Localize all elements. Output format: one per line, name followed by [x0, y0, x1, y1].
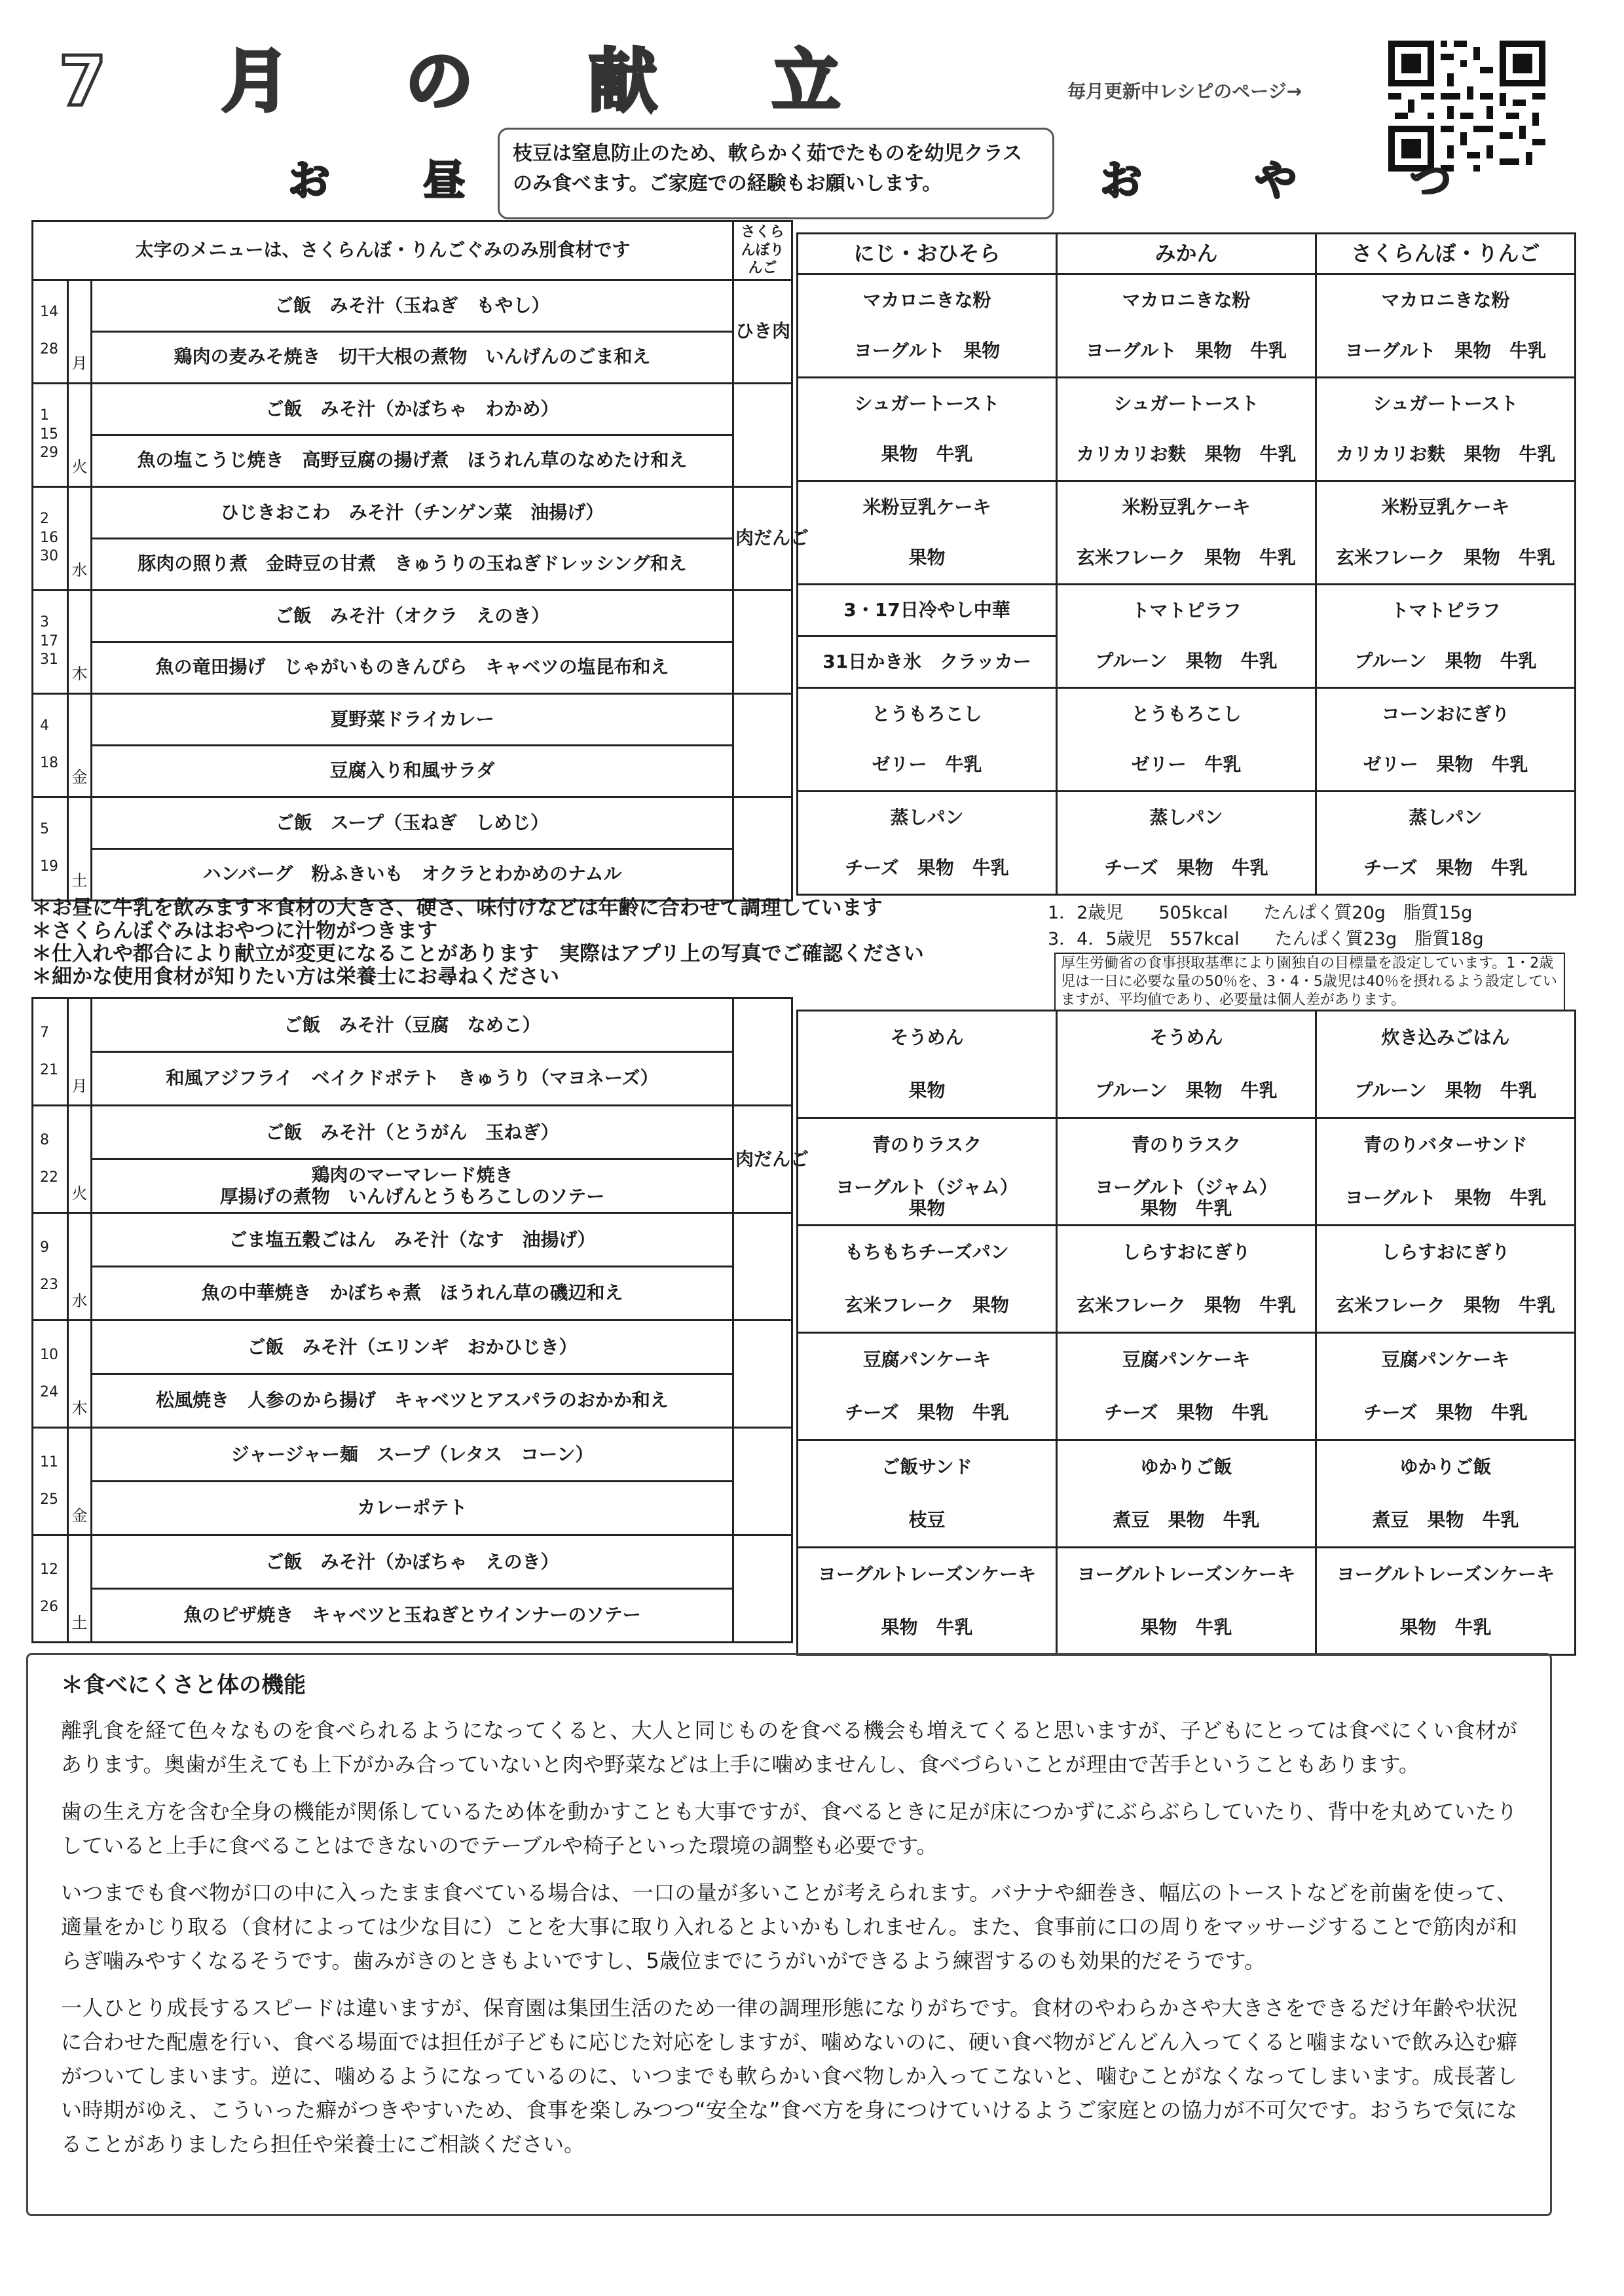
- lunch-side-dishes: 魚の塩こうじ焼き 高野豆腐の揚げ煮 ほうれん草のなめたけ和え: [92, 435, 733, 486]
- snack-side: ゼリー 果物 牛乳: [1316, 740, 1576, 792]
- snack-item: ヨーグルトレーズンケーキ: [798, 1548, 1057, 1601]
- day-numbers: 7 21: [33, 998, 68, 1106]
- snack-side: 果物 牛乳: [1316, 1601, 1576, 1655]
- lunch-row: [33, 998, 792, 1052]
- lunch-main-dish: ジャージャー麺 スープ（レタス コーン）: [92, 1428, 733, 1482]
- note-line: ＊お昼に牛乳を飲みます＊食材の大きさ、硬さ、味付けなどは年齢に合わせて調理しています: [31, 896, 883, 920]
- snack-side: プルーン 果物 牛乳: [1057, 636, 1316, 688]
- essay-box: [26, 1653, 1552, 2216]
- note-line: ＊仕入れや都合により献立が変更になることがあります 実際はアプリ上の写真でご確認ください: [31, 942, 924, 966]
- essay-paragraph: 歯の生え方を含む全身の機能が関係しているため体を動かすことも大事ですが、食べるときに足が床につかずにぶらぶらしていたり、背中を丸めていたりしていると上手に食べることはできないのでテーブルや椅子といった環境の調整も必要です。: [61, 1799, 1517, 1858]
- snack-item: 蒸しパン: [798, 792, 1057, 843]
- snack-item: トマトピラフ: [1316, 585, 1576, 636]
- weekday: 木: [68, 1321, 92, 1428]
- snack-item: 蒸しパン: [1316, 792, 1576, 843]
- snack-item: とうもろこし: [1057, 688, 1316, 740]
- lunch-row: [33, 642, 792, 693]
- snack-row: [798, 481, 1576, 533]
- snack-row: [798, 1387, 1576, 1440]
- special-ingredient: ひき肉: [733, 280, 792, 383]
- snack-side: ゼリー 牛乳: [1057, 740, 1316, 792]
- snack-item: ヨーグルトレーズンケーキ: [1057, 1548, 1316, 1601]
- weekday: 水: [68, 486, 92, 590]
- weekday: 土: [68, 1535, 92, 1643]
- snack-item: ゆかりご飯: [1057, 1440, 1316, 1494]
- snack-row: [798, 378, 1576, 429]
- lunch-row: [33, 1213, 792, 1267]
- lunch-side-dishes: ハンバーグ 粉ふきいも オクラとわかめのナムル: [92, 848, 733, 900]
- snack-row: [798, 1118, 1576, 1172]
- snack-side: ヨーグルト 果物 牛乳: [1316, 1172, 1576, 1226]
- day-numbers: 14 28: [33, 280, 68, 383]
- special-ingredient: [733, 1213, 792, 1321]
- lunch-row: [33, 1535, 792, 1589]
- snack-row: [798, 792, 1576, 843]
- special-ingredient: [733, 998, 792, 1106]
- weekday: 火: [68, 1106, 92, 1213]
- lunch-row: [33, 331, 792, 383]
- weekday: 水: [68, 1213, 92, 1321]
- day-numbers: 9 23: [33, 1213, 68, 1321]
- weekday: 金: [68, 1428, 92, 1535]
- snack-item: しらすおにぎり: [1057, 1226, 1316, 1279]
- snack-item: もちもちチーズパン: [798, 1226, 1057, 1279]
- weekday: 土: [68, 797, 92, 900]
- day-numbers: 3 17 31: [33, 590, 68, 693]
- day-numbers: 1 15 29: [33, 383, 68, 486]
- lunch-row: [33, 1374, 792, 1428]
- weekday: 火: [68, 383, 92, 486]
- day-numbers: 8 22: [33, 1106, 68, 1213]
- snack-row: [798, 1494, 1576, 1548]
- snack-side: チーズ 果物 牛乳: [798, 843, 1057, 895]
- special-ingredient: [733, 1321, 792, 1428]
- lunch-main-dish: ご飯 みそ汁（とうがん 玉ねぎ）: [92, 1106, 733, 1159]
- snack-item: シュガートースト: [798, 378, 1057, 429]
- lunch-main-dish: ご飯 みそ汁（かぼちゃ えのき）: [92, 1535, 733, 1589]
- snack-item: 豆腐パンケーキ: [1057, 1333, 1316, 1387]
- snack-row: [798, 1226, 1576, 1279]
- snack-item: マカロニきな粉: [1316, 274, 1576, 326]
- snack-row: [798, 1172, 1576, 1226]
- snack-side: プルーン 果物 牛乳: [1057, 1065, 1316, 1118]
- snack-item: 米粉豆乳ケーキ: [798, 481, 1057, 533]
- lunch-side-dishes: 鶏肉の麦みそ焼き 切干大根の煮物 いんげんのごま和え: [92, 331, 733, 383]
- special-ingredient: [733, 1428, 792, 1535]
- lunch-side-dishes: 魚の竜田揚げ じゃがいものきんぴら キャベツの塩昆布和え: [92, 642, 733, 693]
- nutrition-row-older: 3．4．5歳児 557kcal たんぱく質23g 脂質18g: [1048, 929, 1484, 949]
- lunch-side-dishes: 鶏肉のマーマレード焼き 厚揚げの煮物 いんげんとうもろこしのソテー: [92, 1159, 733, 1213]
- snack-item: しらすおにぎり: [1316, 1226, 1576, 1279]
- lunch-row: [33, 1482, 792, 1535]
- snack-side: 玄米フレーク 果物: [798, 1279, 1057, 1333]
- snack-item: シュガートースト: [1316, 378, 1576, 429]
- snack-row: [798, 740, 1576, 792]
- special-ingredient: 肉だんご: [733, 486, 792, 590]
- lunch-side-dishes: カレーポテト: [92, 1482, 733, 1535]
- snack-row: [798, 1601, 1576, 1655]
- snack-side: チーズ 果物 牛乳: [1057, 1387, 1316, 1440]
- lunch-row: [33, 383, 792, 435]
- nutrition-targets: [1048, 900, 1484, 953]
- snack-row: [798, 1011, 1576, 1065]
- weekday: 木: [68, 590, 92, 693]
- nutrition-standard-note: 厚生労働省の食事摂取基準により園独自の目標量を設定しています。1・2歳児は一日に必要な量の50％を、3・4・5歳児は40％を摂れるよう設定していますが、平均値であり、必要量は個人差があります。: [1054, 953, 1565, 1011]
- lunch-row: [33, 1589, 792, 1643]
- lunch-row: [33, 435, 792, 486]
- snack-side: チーズ 果物 牛乳: [798, 1387, 1057, 1440]
- snack-row: [798, 1440, 1576, 1494]
- snack-row: [798, 636, 1576, 688]
- weekday: 月: [68, 998, 92, 1106]
- day-numbers: 12 26: [33, 1535, 68, 1643]
- snack-item: 青のりラスク: [1057, 1118, 1316, 1172]
- lunch-main-dish: ご飯 スープ（玉ねぎ しめじ）: [92, 797, 733, 848]
- lunch-main-dish: ご飯 みそ汁（オクラ えのき）: [92, 590, 733, 642]
- snack-side: 煮豆 果物 牛乳: [1057, 1494, 1316, 1548]
- lunch-row: [33, 1052, 792, 1106]
- special-ingredient: [733, 590, 792, 693]
- lunch-main-dish: ごま塩五穀ごはん みそ汁（なす 油揚げ）: [92, 1213, 733, 1267]
- special-ingredient: [733, 383, 792, 486]
- lunch-main-dish: 夏野菜ドライカレー: [92, 693, 733, 745]
- snack-side: ヨーグルト 果物: [798, 326, 1057, 378]
- lunch-row: [33, 486, 792, 538]
- lunch-main-dish: ご飯 みそ汁（豆腐 なめこ）: [92, 998, 733, 1052]
- lunch-main-dish: ひじきおこわ みそ汁（チンゲン菜 油揚げ）: [92, 486, 733, 538]
- essay-paragraph: 離乳食を経て色々なものを食べられるようになってくると、大人と同じものを食べる機会も増えてくると思いますが、子どもにとっては食べにくい食材があります。奥歯が生えても上下がかみ合っていないと肉や野菜などは上手に噛めませんし、食べづらいことが理由で苦手ということもあります。: [61, 1718, 1517, 1777]
- snack-item: シュガートースト: [1057, 378, 1316, 429]
- snack-item: そうめん: [798, 1011, 1057, 1065]
- snack-row: [798, 1279, 1576, 1333]
- class-column-header: さくらんぼりんご: [733, 221, 792, 280]
- lunch-row: [33, 1106, 792, 1159]
- snack-table-1: [796, 232, 1576, 896]
- snack-row: [798, 688, 1576, 740]
- snack-col-mikan: みかん: [1057, 234, 1316, 274]
- snack-table-2: [796, 1010, 1576, 1656]
- snack-item: 米粉豆乳ケーキ: [1057, 481, 1316, 533]
- snack-item: 3・17日冷やし中華: [798, 585, 1057, 636]
- snack-row: [798, 843, 1576, 895]
- snack-side: 果物 牛乳: [798, 429, 1057, 481]
- snack-item: そうめん: [1057, 1011, 1316, 1065]
- lunch-row: [33, 745, 792, 797]
- snack-row: [798, 1065, 1576, 1118]
- snack-side: カリカリお麩 果物 牛乳: [1316, 429, 1576, 481]
- note-line: ＊さくらんぼぐみはおやつに汁物がつきます: [31, 919, 437, 943]
- essay-paragraph: 一人ひとり成長するスピードは違いますが、保育園は集団生活のため一律の調理形態になりがちです。食材のやわらかさや大きさをできるだけ年齢や状況に合わせた配慮を行い、食べる場面では担任が子どもに応じた対応をしますが、噛めないのに、硬い食べ物がどんどん入ってくると噛まないで飲み込む癖がついてしまいます。逆に、噛めるようになっているのに、いつまでも軟らかい食べ物しか入ってこないと、噛むことがなくなってしまいます。成長著しい時期がゆえ、こういった癖がつきやすいため、食事を楽しみつつ“安全な”食べ方を身につけていけるようご家庭との協力が不可欠です。おうちで気になることがありましたら担任や栄養士にご相談ください。: [61, 1995, 1518, 2157]
- snack-side: ヨーグルト 果物 牛乳: [1316, 326, 1576, 378]
- snack-item: ゆかりご飯: [1316, 1440, 1576, 1494]
- day-numbers: 10 24: [33, 1321, 68, 1428]
- snack-item: 青のりバターサンド: [1316, 1118, 1576, 1172]
- lunch-row: [33, 280, 792, 331]
- menu-notes: [31, 897, 1066, 989]
- special-ingredient: [733, 1535, 792, 1643]
- snack-side: プルーン 果物 牛乳: [1316, 1065, 1576, 1118]
- snack-item: 青のりラスク: [798, 1118, 1057, 1172]
- snack-side: ヨーグルト（ジャム） 果物: [798, 1172, 1057, 1226]
- lunch-header-note: 太字のメニューは、さくらんぼ・りんごぐみのみ別食材です: [33, 221, 733, 280]
- snack-item: 豆腐パンケーキ: [798, 1333, 1057, 1387]
- snack-item: トマトピラフ: [1057, 585, 1316, 636]
- snack-side: ヨーグルト 果物 牛乳: [1057, 326, 1316, 378]
- lunch-side-dishes: 魚の中華焼き かぼちゃ煮 ほうれん草の磯辺和え: [92, 1267, 733, 1321]
- snack-side: 果物: [798, 1065, 1057, 1118]
- snack-item: ヨーグルトレーズンケーキ: [1316, 1548, 1576, 1601]
- lunch-side-dishes: 和風アジフライ ベイクドポテト きゅうり（マヨネーズ）: [92, 1052, 733, 1106]
- nutrition-row-young: 1．2歳児 505kcal たんぱく質20g 脂質15g: [1048, 903, 1473, 923]
- snack-item: マカロニきな粉: [1057, 274, 1316, 326]
- snack-side: 玄米フレーク 果物 牛乳: [1316, 1279, 1576, 1333]
- edamame-note: 枝豆は窒息防止のため、軟らかく茹でたものを幼児クラスのみ食べます。ご家庭での経験もお願いします。: [498, 128, 1054, 219]
- day-numbers: 2 16 30: [33, 486, 68, 590]
- note-line: ＊細かな使用食材が知りたい方は栄養士にお尋ねください: [31, 965, 559, 989]
- snack-side: 果物: [798, 533, 1057, 585]
- snack-side: チーズ 果物 牛乳: [1316, 1387, 1576, 1440]
- weekday: 月: [68, 280, 92, 383]
- day-numbers: 11 25: [33, 1428, 68, 1535]
- snack-item: 豆腐パンケーキ: [1316, 1333, 1576, 1387]
- lunch-row: [33, 693, 792, 745]
- snack-item: ご飯サンド: [798, 1440, 1057, 1494]
- lunch-table-2: [31, 997, 809, 1643]
- snack-heading: お や つ: [1100, 157, 1501, 206]
- lunch-row: [33, 797, 792, 848]
- lunch-row: [33, 1428, 792, 1482]
- lunch-side-dishes: 松風焼き 人参のから揚げ キャベツとアスパラのおかか和え: [92, 1374, 733, 1428]
- lunch-row: [33, 590, 792, 642]
- lunch-row: [33, 538, 792, 590]
- lunch-row: [33, 848, 792, 900]
- recipe-page-link[interactable]: 毎月更新中レシピのページ→: [1067, 81, 1302, 102]
- snack-row: [798, 326, 1576, 378]
- snack-item: 炊き込みごはん: [1316, 1011, 1576, 1065]
- snack-side: ゼリー 牛乳: [798, 740, 1057, 792]
- special-ingredient: [733, 797, 792, 900]
- page-title: 7 月 の 献 立: [59, 41, 887, 121]
- snack-side: 果物 牛乳: [1057, 1601, 1316, 1655]
- snack-item: マカロニきな粉: [798, 274, 1057, 326]
- snack-side: ヨーグルト（ジャム） 果物 牛乳: [1057, 1172, 1316, 1226]
- lunch-row: [33, 1267, 792, 1321]
- snack-side: 玄米フレーク 果物 牛乳: [1057, 1279, 1316, 1333]
- snack-side: プルーン 果物 牛乳: [1316, 636, 1576, 688]
- essay-title: ＊食べにくさと体の機能: [61, 1672, 306, 1698]
- special-ingredient: 肉だんご: [733, 1106, 792, 1213]
- snack-row: [798, 429, 1576, 481]
- snack-row: [798, 274, 1576, 326]
- lunch-row: [33, 1159, 792, 1213]
- lunch-side-dishes: 魚のピザ焼き キャベツと玉ねぎとウインナーのソテー: [92, 1589, 733, 1643]
- lunch-side-dishes: 豆腐入り和風サラダ: [92, 745, 733, 797]
- weekday: 金: [68, 693, 92, 797]
- snack-item: コーンおにぎり: [1316, 688, 1576, 740]
- snack-col-niji: にじ・おひそら: [798, 234, 1057, 274]
- snack-side: 玄米フレーク 果物 牛乳: [1316, 533, 1576, 585]
- snack-col-sakuranbo: さくらんぼ・りんご: [1316, 234, 1576, 274]
- snack-row: [798, 1548, 1576, 1601]
- snack-side: チーズ 果物 牛乳: [1057, 843, 1316, 895]
- snack-side: チーズ 果物 牛乳: [1316, 843, 1576, 895]
- lunch-main-dish: ご飯 みそ汁（玉ねぎ もやし）: [92, 280, 733, 331]
- snack-side: 果物 牛乳: [798, 1601, 1057, 1655]
- snack-item: 米粉豆乳ケーキ: [1316, 481, 1576, 533]
- day-numbers: 5 19: [33, 797, 68, 900]
- snack-side: カリカリお麩 果物 牛乳: [1057, 429, 1316, 481]
- snack-row: [798, 1333, 1576, 1387]
- lunch-main-dish: ご飯 みそ汁（エリンギ おかひじき）: [92, 1321, 733, 1374]
- lunch-row: [33, 1321, 792, 1374]
- snack-side: 煮豆 果物 牛乳: [1316, 1494, 1576, 1548]
- day-numbers: 4 18: [33, 693, 68, 797]
- lunch-main-dish: ご飯 みそ汁（かぼちゃ わかめ）: [92, 383, 733, 435]
- snack-side: 玄米フレーク 果物 牛乳: [1057, 533, 1316, 585]
- lunch-table-1: [31, 220, 809, 902]
- snack-side: 31日かき氷 クラッカー: [798, 636, 1057, 688]
- special-ingredient: [733, 693, 792, 797]
- essay-paragraph: いつまでも食べ物が口の中に入ったまま食べている場合は、一口の量が多いことが考えられます。バナナや細巻き、幅広のトーストなどを前歯を使って、適量をかじり取る（食材によっては少な目に）ことを大事に取り入れるとよいかもしれません。また、食事前に口の周りをマッサージすることで筋肉が和らぎ噛みやすくなるそうです。歯みがきのときもよいですし、5歳位までにうがいができるよう練習するのも効果的だそうです。: [61, 1880, 1517, 1973]
- snack-row: [798, 585, 1576, 636]
- lunch-heading: お 昼: [288, 157, 505, 206]
- snack-row: [798, 533, 1576, 585]
- snack-item: 蒸しパン: [1057, 792, 1316, 843]
- snack-side: 枝豆: [798, 1494, 1057, 1548]
- lunch-side-dishes: 豚肉の照り煮 金時豆の甘煮 きゅうりの玉ねぎドレッシング和え: [92, 538, 733, 590]
- snack-item: とうもろこし: [798, 688, 1057, 740]
